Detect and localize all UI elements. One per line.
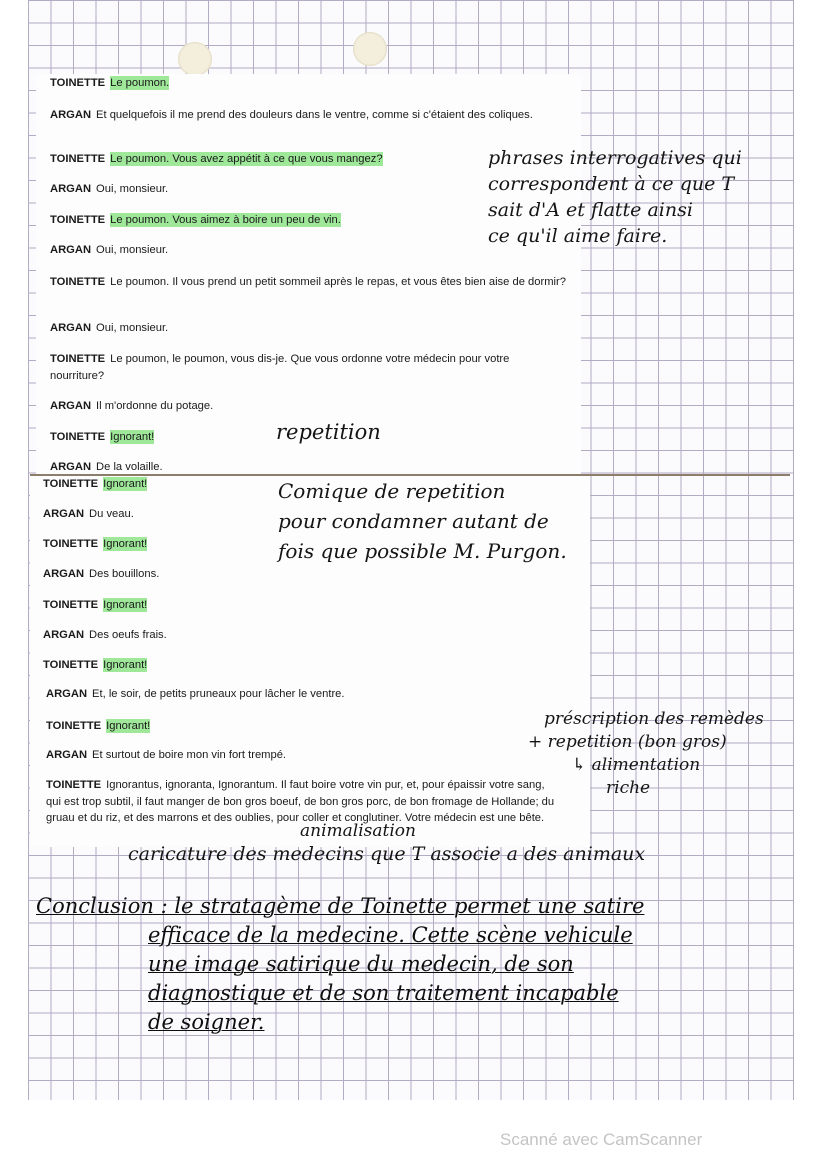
note-line: + repetition (bon gros) bbox=[528, 732, 727, 752]
note-line: phrases interrogatives qui bbox=[488, 147, 742, 169]
dialogue-line bbox=[50, 107, 570, 124]
line-text: De la volaille. bbox=[96, 461, 163, 473]
note-line: ce qu'il aime faire. bbox=[488, 225, 668, 247]
speaker: TOINETTE bbox=[43, 538, 99, 550]
line-text: Oui, monsieur. bbox=[96, 183, 169, 195]
speaker: ARGAN bbox=[50, 322, 92, 334]
dialogue-line bbox=[43, 597, 147, 614]
line-text: Ignorantus, ignoranta, Ignorantum. Il faut boire votre vin pur, et, pour épaissir votre sang, qui est trop subtil, il faut manger de bon gros boeuf, de bon gros porc, de bon fromage de Hollande; du gruau et du riz, et des marrons et des oublies, pour coller et conglutiner. Votre médecin est une bête. bbox=[46, 779, 555, 824]
speaker: ARGAN bbox=[50, 244, 92, 256]
line-text: Oui, monsieur. bbox=[96, 322, 169, 334]
note-line: correspondent à ce que T bbox=[488, 173, 735, 195]
handwritten-note-repetition: repetition bbox=[276, 420, 381, 444]
note-line: préscription des remèdes bbox=[544, 709, 764, 729]
dialogue-line bbox=[46, 747, 286, 764]
dialogue-line bbox=[50, 429, 154, 446]
note-line: sait d'A et flatte ainsi bbox=[488, 199, 693, 221]
dialogue-line bbox=[46, 777, 561, 827]
dialogue-line bbox=[43, 627, 167, 644]
dialogue-line bbox=[50, 459, 163, 476]
dialogue-line bbox=[50, 75, 169, 92]
conclusion-line: diagnostique et de son traitement incapable bbox=[148, 981, 619, 1005]
dialogue-line bbox=[43, 506, 134, 523]
line-text: Des bouillons. bbox=[89, 568, 160, 580]
note-line: ↳ alimentation bbox=[572, 755, 701, 775]
dialogue-line bbox=[46, 686, 345, 703]
speaker: ARGAN bbox=[43, 568, 85, 580]
speaker: TOINETTE bbox=[50, 353, 106, 365]
line-text: Le poumon. bbox=[110, 77, 170, 89]
line-text: Ignorant! bbox=[103, 659, 148, 671]
line-text: Le poumon, le poumon, vous dis-je. Que vous ordonne votre médecin pour votre nourriture? bbox=[50, 353, 510, 382]
speaker: ARGAN bbox=[50, 461, 92, 473]
speaker: ARGAN bbox=[50, 400, 92, 412]
conclusion-line: de soigner. bbox=[148, 1010, 265, 1034]
handwritten-conclusion bbox=[36, 892, 644, 1037]
dialogue-line bbox=[43, 476, 147, 493]
line-text: Il m'ordonne du potage. bbox=[96, 400, 214, 412]
speaker: TOINETTE bbox=[50, 153, 106, 165]
speaker: TOINETTE bbox=[46, 779, 102, 791]
dialogue-line bbox=[50, 320, 168, 337]
line-text: Ignorant! bbox=[110, 431, 155, 443]
speaker: TOINETTE bbox=[50, 77, 106, 89]
note-line: Comique de repetition bbox=[278, 479, 506, 503]
line-text: Ignorant! bbox=[106, 720, 151, 732]
line-text: Et surtout de boire mon vin fort trempé. bbox=[92, 749, 287, 761]
conclusion-line: Conclusion : le stratagème de Toinette permet une satire bbox=[36, 894, 645, 918]
speaker: TOINETTE bbox=[50, 214, 106, 226]
line-text: Le poumon. Il vous prend un petit sommeil après le repas, et vous êtes bien aise de dormir? bbox=[110, 276, 566, 288]
speaker: ARGAN bbox=[46, 688, 88, 700]
line-text: Oui, monsieur. bbox=[96, 244, 169, 256]
binder-hole bbox=[353, 32, 387, 66]
line-text: Ignorant! bbox=[103, 538, 148, 550]
line-text: Du veau. bbox=[89, 508, 134, 520]
handwritten-note-comique bbox=[278, 476, 567, 566]
line-text: Et, le soir, de petits pruneaux pour lâcher le ventre. bbox=[92, 688, 345, 700]
line-text: Et quelquefois il me prend des douleurs dans le ventre, comme si c'étaient des coliques. bbox=[96, 109, 533, 121]
handwritten-note-caricature: caricature des medecins que T associe a des animaux bbox=[128, 843, 646, 865]
speaker: TOINETTE bbox=[46, 720, 102, 732]
line-text: Le poumon. Vous avez appétit à ce que vous mangez? bbox=[110, 153, 383, 165]
handwritten-note-questions bbox=[488, 145, 742, 249]
dialogue-line bbox=[50, 181, 168, 198]
scanner-watermark: Scanné avec CamScanner bbox=[500, 1130, 703, 1149]
speaker: ARGAN bbox=[50, 109, 92, 121]
speaker: TOINETTE bbox=[50, 431, 106, 443]
dialogue-line bbox=[50, 274, 570, 291]
handwritten-note-animalisation: animalisation bbox=[300, 821, 416, 841]
speaker: ARGAN bbox=[50, 183, 92, 195]
speaker: TOINETTE bbox=[50, 276, 106, 288]
dialogue-line bbox=[46, 718, 150, 735]
line-text: Des oeufs frais. bbox=[89, 629, 167, 641]
speaker: ARGAN bbox=[43, 508, 85, 520]
line-text: Ignorant! bbox=[103, 599, 148, 611]
speaker: ARGAN bbox=[46, 749, 88, 761]
note-line: riche bbox=[606, 778, 651, 798]
speaker: TOINETTE bbox=[43, 659, 99, 671]
speaker: ARGAN bbox=[43, 629, 85, 641]
dialogue-line bbox=[43, 566, 159, 583]
dialogue-line bbox=[50, 351, 560, 384]
speaker: TOINETTE bbox=[43, 599, 99, 611]
handwritten-note-prescription bbox=[528, 708, 764, 800]
note-line: pour condamner autant de bbox=[278, 509, 549, 533]
binder-hole bbox=[178, 42, 212, 76]
dialogue-line bbox=[50, 212, 341, 229]
conclusion-line: efficace de la medecine. Cette scène vehicule bbox=[148, 923, 633, 947]
conclusion-line: une image satirique du medecin, de son bbox=[148, 952, 574, 976]
note-line: fois que possible M. Purgon. bbox=[278, 539, 567, 563]
dialogue-line bbox=[50, 151, 383, 168]
dialogue-line bbox=[50, 398, 213, 415]
dialogue-line bbox=[43, 657, 147, 674]
line-text: Le poumon. Vous aimez à boire un peu de vin. bbox=[110, 214, 341, 226]
line-text: Ignorant! bbox=[103, 478, 148, 490]
dialogue-line bbox=[43, 536, 147, 553]
speaker: TOINETTE bbox=[43, 478, 99, 490]
dialogue-line bbox=[50, 242, 168, 259]
